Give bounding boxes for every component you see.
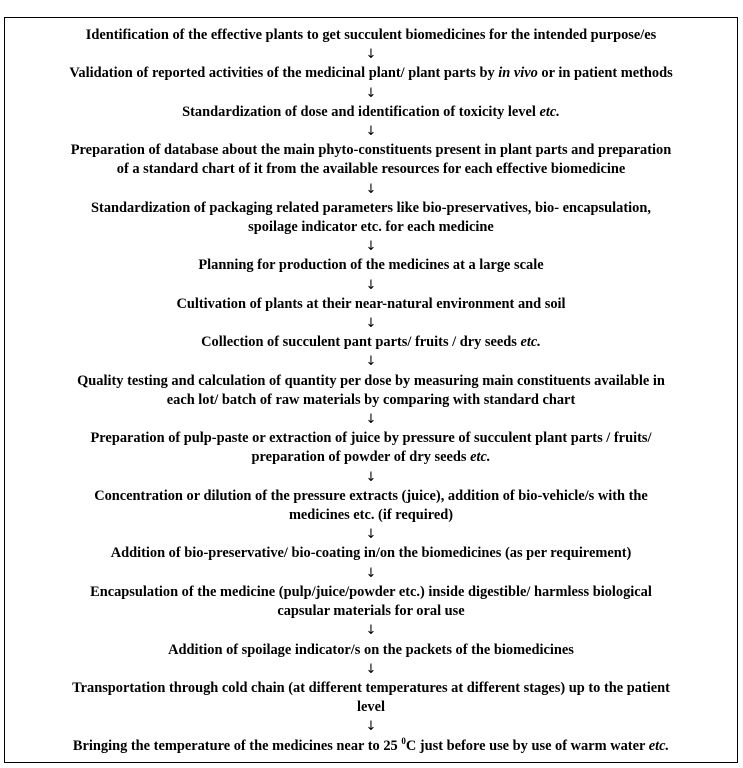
step-text: Collection of succulent pant parts/ fruits / dry seeds: [201, 334, 521, 351]
step-packaging-standardization: [5, 199, 737, 237]
step-italic-text: etc.: [520, 334, 541, 351]
step-text-line1: Concentration or dilution of the pressure extracts (juice), addition of bio-vehicle/s with the: [94, 487, 648, 504]
step-concentration-dilution: [5, 487, 737, 525]
step-dose-standardization: [5, 103, 737, 122]
step-identification: [5, 26, 737, 45]
down-arrow-icon: ↓: [365, 316, 377, 332]
step-cold-chain-transport: [5, 679, 737, 717]
step-text-line2: preparation of powder of dry seeds: [251, 449, 471, 466]
step-text-line1: Quality testing and calculation of quantity per dose by measuring main constituents available in: [77, 372, 665, 389]
down-arrow-icon: ↓: [365, 719, 377, 735]
step-text-line2: medicines etc. (if required): [288, 507, 454, 524]
down-arrow-icon: ↓: [365, 623, 377, 639]
step-text-line1: Preparation of database about the main phyto-constituents present in plant parts and preparation: [70, 142, 672, 159]
down-arrow-icon: ↓: [365, 469, 377, 485]
step-bio-preservative: [5, 544, 737, 563]
step-cultivation: [5, 295, 737, 314]
down-arrow-icon: ↓: [365, 565, 377, 581]
step-text: Addition of spoilage indicator/s on the packets of the biomedicines: [168, 641, 574, 658]
step-production-planning: [5, 256, 737, 275]
down-arrow-icon: ↓: [365, 354, 377, 370]
step-text: Validation of reported activities of the medicinal plant/ plant parts by: [69, 65, 499, 82]
step-text-line2: capsular materials for oral use: [277, 603, 465, 620]
step-text-line2: spoilage indicator etc. for each medicine: [248, 219, 494, 236]
step-database-preparation: [5, 141, 737, 179]
step-text-line1: Transportation through cold chain (at different temperatures at different stages) up to the patient: [72, 679, 670, 696]
step-text: Identification of the effective plants to get succulent biomedicines for the intended purpose/es: [85, 27, 657, 43]
step-italic-text: etc.: [470, 449, 491, 466]
step-quality-testing: [5, 372, 737, 410]
flowchart-frame: [4, 17, 738, 763]
step-spoilage-indicator: [5, 641, 737, 660]
step-text-line2: level: [357, 699, 385, 716]
step-text: Cultivation of plants at their near-natural environment and soil: [176, 295, 566, 312]
down-arrow-icon: ↓: [365, 527, 377, 543]
down-arrow-icon: ↓: [365, 277, 377, 293]
step-text-line1: Preparation of pulp-paste or extraction of juice by pressure of succulent plant parts / fruits/: [90, 430, 652, 447]
degree-superscript: 0: [401, 735, 406, 746]
step-encapsulation: [5, 583, 737, 621]
step-text: Addition of bio-preservative/ bio-coating in/on the biomedicines (as per requirement): [110, 545, 632, 562]
down-arrow-icon: ↓: [365, 239, 377, 255]
step-italic-text: etc.: [539, 103, 560, 120]
down-arrow-icon: ↓: [365, 85, 377, 101]
step-italic-text: etc.: [648, 737, 670, 754]
step-pulp-juice-preparation: [5, 429, 737, 467]
step-text-line1: Standardization of packaging related parameters like bio-preservatives, bio- encapsulation,: [91, 199, 651, 216]
flowchart: [5, 26, 737, 756]
step-text: or in patient methods: [537, 65, 673, 82]
step-text: Planning for production of the medicines at a large scale: [198, 257, 544, 274]
down-arrow-icon: ↓: [365, 412, 377, 428]
step-collection: [5, 333, 737, 352]
step-temperature-warming: [5, 737, 737, 756]
down-arrow-icon: ↓: [365, 181, 377, 197]
step-text-line2: each lot/ batch of raw materials by comparing with standard chart: [166, 391, 576, 408]
step-text: Bringing the temperature of the medicines near to 25: [72, 737, 402, 754]
down-arrow-icon: ↓: [365, 661, 377, 677]
down-arrow-icon: ↓: [365, 124, 377, 140]
step-text: Standardization of dose and identification of toxicity level: [182, 103, 540, 120]
down-arrow-icon: ↓: [365, 47, 377, 63]
step-text-line1: Encapsulation of the medicine (pulp/juice/powder etc.) inside digestible/ harmless biological: [90, 583, 652, 600]
step-text: C just before use by use of warm water: [405, 737, 649, 754]
step-text-line2: of a standard chart of it from the available resources for each effective biomedicine: [116, 161, 626, 178]
step-validation: [5, 64, 737, 83]
step-italic-text: in vivo: [498, 65, 538, 82]
